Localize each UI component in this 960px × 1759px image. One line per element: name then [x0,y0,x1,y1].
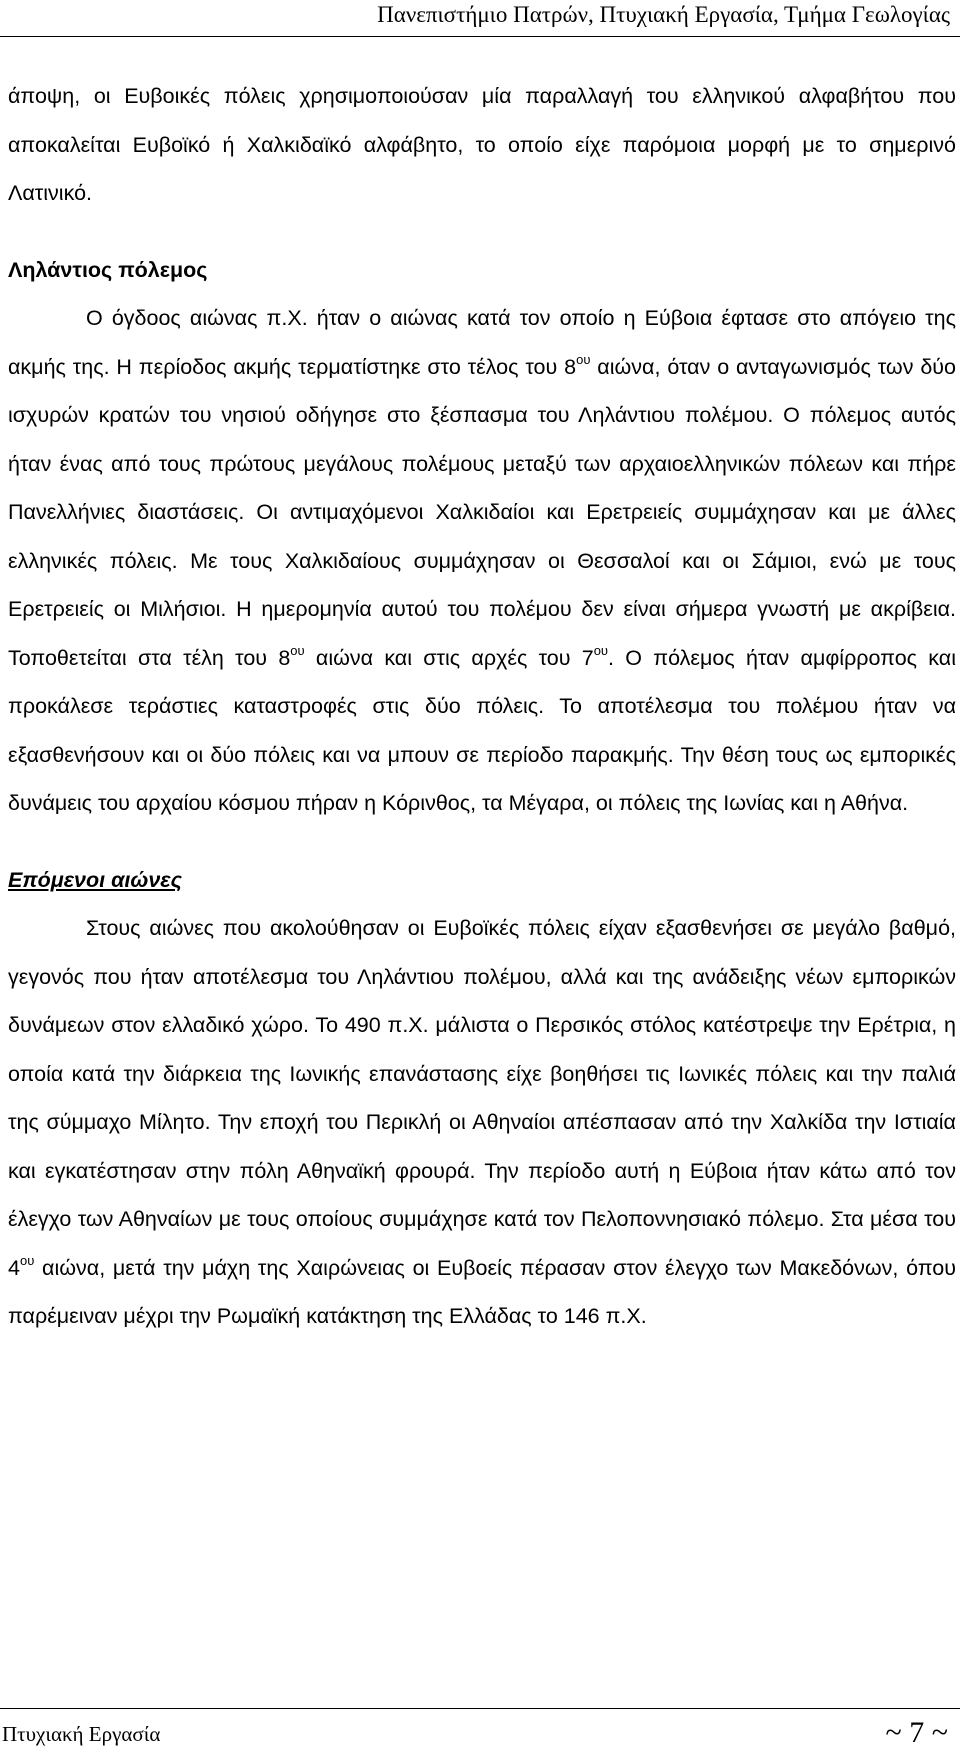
header-title: Πανεπιστήμιο Πατρών, Πτυχιακή Εργασία, Τμήμα Γεωλογίας [377,2,950,27]
header-rule [0,36,960,37]
paragraph-next-centuries: Στους αιώνες που ακολούθησαν οι Ευβοϊκές πόλεις είχαν εξασθενήσει σε μεγάλο βαθμό, γεγονός που ήταν αποτέλεσμα του Ληλάντιου πολέμου, αλλά και της ανάδειξης νέων εμπορικών δυνάμεων στον ελλαδικό χώρο. Το 490 π.Χ. μάλιστα ο Περσικός στόλος κατέστρεψε την Ερέτρια, η οποία κατά την διάρκεια της Ιωνικής επανάστασης είχε βοηθήσει τις Ιωνικές πόλεις και την παλιά της σύμμαχο Μίλητο. Την εποχή του Περικλή οι Αθηναίοι απέσπασαν από την Χαλκίδα την Ιστιαία και εγκατέστησαν στην πόλη Αθηναϊκή φρουρά. Την περίοδο αυτή η Εύβοια ήταν κάτω από τον έλεγχο των Αθηναίων με τους οποίους συμμάχησε κατά τον Πελοποννησιακό πόλεμο. Στα μέσα του $4^{o\upsilon}$ αιώνα, μετά την μάχη της Χαιρώνειας οι Ευβοείς πέρασαν στον έλεγχο των Μακεδόνων, όπου παρέμειναν μέχρι την Ρωμαϊκή κατάκτηση της Ελλάδας το 146 π.Χ. [8,916,956,1328]
footer-rule [0,1708,960,1709]
paragraph-intro: άποψη, οι Ευβοικές πόλεις χρησιμοποιούσαν μία παραλλαγή του ελληνικού αλφαβήτου που αποκαλείται Ευβοϊκό ή Χαλκιδαϊκό αλφάβητο, το οποίο είχε παρόμοια μορφή με το σημερινό Λατινικό. [8,84,956,205]
page-header [0,0,960,44]
footer-title: Πτυχιακή Εργασία [2,1722,161,1746]
superscript: ου [290,642,305,658]
superscript: ου [576,351,591,367]
superscript: ου [593,642,609,658]
document-body [8,72,956,1341]
page-number: ~ 7 ~ [885,1716,948,1749]
page-footer [0,1708,960,1759]
paragraph-lelantine-war: Ο όγδοος αιώνας π.Χ. ήταν ο αιώνας κατά τον οποίο η Εύβοια έφτασε στο απόγειο της ακμής της. Η περίοδος ακμής τερματίστηκε στο τέλος του $8^{o\upsilon}$ αιώνα, όταν ο ανταγωνισμός των δύο ισχυρών κρατών του νησιού οδήγησε στο ξέσπασμα του Ληλάντιου πολέμου. Ο πόλεμος αυτός ήταν ένας από τους πρώτους μεγάλους πολέμους μεταξύ των αρχαιοελληνικών πόλεων και πήρε Πανελλήνιες διαστάσεις. Οι αντιμαχόμενοι Χαλκιδαίοι και Ερετρειείς συμμάχησαν και με άλλες ελληνικές πόλεις. Με τους Χαλκιδαίους συμμάχησαν οι Θεσσαλοί και οι Σάμιοι, ενώ με τους Ερετρειείς οι Μιλήσιοι. Η ημερομηνία αυτού του πολέμου δεν είναι σήμερα γνωστή με ακρίβεια. Τοποθετείται στα τέλη του $8^{o\upsilon}$ αιώνα και στις αρχές του $7^{o\upsilon}$. Ο πόλεμος ήταν αμφίρροπος και προκάλεσε τεράστιες καταστροφές στις δύο πόλεις. Το αποτέλεσμα του πολέμου ήταν να εξασθενήσουν και οι δύο πόλεις και να μπουν σε περίοδο παρακμής. Την θέση τους ως εμπορικές δυνάμεις του αρχαίου κόσμου πήραν η Κόρινθος, τα Μέγαρα, οι πόλεις της Ιωνίας και η Αθήνα. [8,306,956,815]
section-heading-next-centuries: Επόμενοι αιώνες [8,867,183,892]
section-heading-lelantine-war: Ληλάντιος πόλεμος [8,257,208,282]
superscript: ου [19,1252,35,1268]
